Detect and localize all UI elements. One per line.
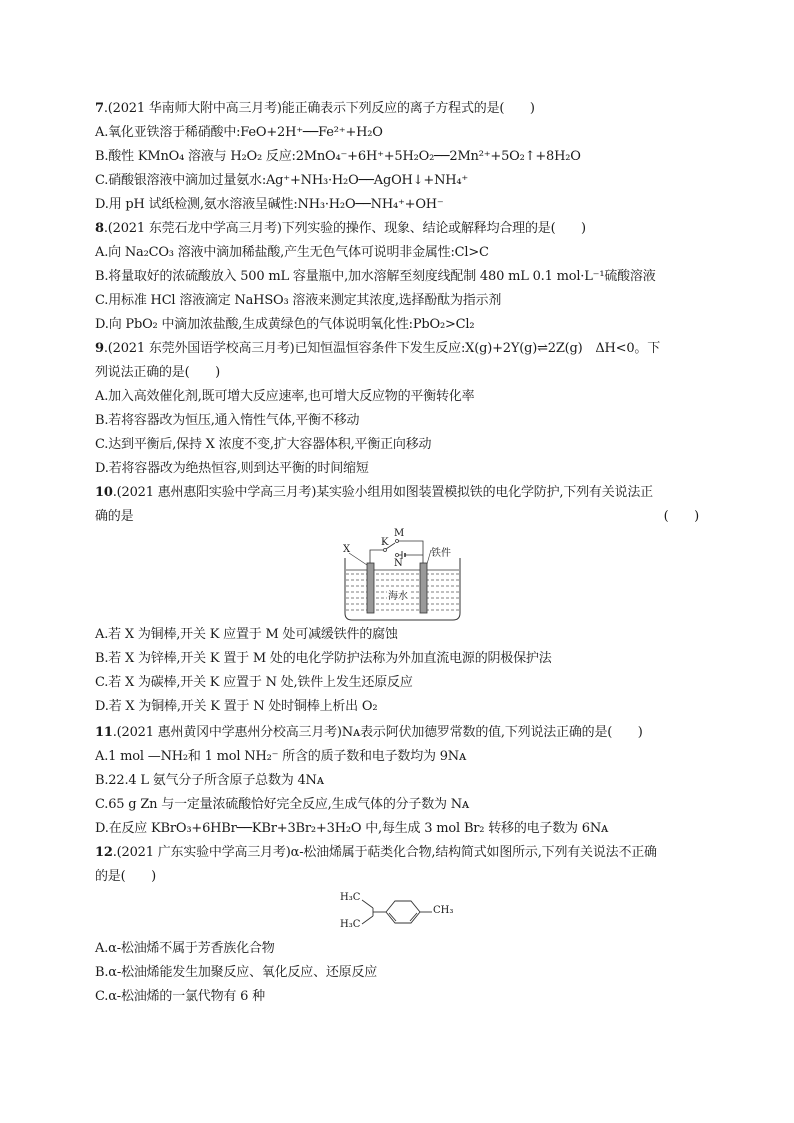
- question-9-stem-cont: [95, 365, 705, 381]
- option-label: B.: [95, 149, 109, 164]
- question-7-option-d: [95, 197, 705, 213]
- option-label: C.: [95, 675, 109, 690]
- option-text: α-松油烯能发生加聚反应、氧化反应、还原反应: [108, 965, 378, 980]
- question-8-option-c: [95, 293, 705, 309]
- option-text: 将量取好的浓硫酸放入 500 mL 容量瓶中,加水溶解至刻度线配制 480 mL 0.1 mol·L⁻¹硫酸溶液: [108, 269, 656, 284]
- question-source: .(2021 广东实验中学高三月考): [112, 845, 291, 860]
- question-9-option-c: [95, 437, 705, 453]
- question-10-stem-cont: [95, 509, 705, 525]
- question-8-option-b: [95, 269, 705, 285]
- option-label: D.: [95, 197, 109, 212]
- question-11-option-d: [95, 821, 705, 837]
- question-text: 下列实验的操作、现象、结论或解释均合理的是( ): [281, 221, 586, 236]
- option-label: C.: [95, 173, 109, 188]
- option-label: B.: [95, 651, 109, 666]
- electrochemistry-apparatus-figure: [335, 528, 470, 623]
- option-text: α-松油烯的一氯代物有 6 种: [108, 989, 265, 1004]
- question-9-option-b: [95, 413, 705, 429]
- question-text: 列说法正确的是( ): [95, 365, 220, 380]
- option-label: D.: [95, 317, 109, 332]
- answer-paren: ( ): [663, 509, 699, 524]
- question-10-option-d: [95, 699, 705, 715]
- question-9-stem: [95, 341, 705, 357]
- question-11-option-a: [95, 749, 705, 765]
- question-source: .(2021 华南师大附中高三月考): [103, 101, 282, 116]
- label-h3c-top: H₃C: [340, 892, 361, 903]
- option-text: 硝酸银溶液中滴加过量氨水:Ag⁺+NH₃·H₂O──AgOH↓+NH₄⁺: [108, 173, 469, 188]
- question-12-option-a: [95, 941, 705, 957]
- question-number: 9: [95, 341, 104, 356]
- option-label: C.: [95, 437, 109, 452]
- option-label: A.: [95, 125, 109, 140]
- option-label: D.: [95, 461, 109, 476]
- option-text: 65 g Zn 与一定量浓硫酸恰好完全反应,生成气体的分子数为 Nᴀ: [108, 797, 470, 812]
- question-text: 已知恒温恒容条件下发生反应:X(g)+2Y(g)⇌2Z(g) ΔH<0。下: [294, 341, 661, 356]
- option-text: 酸性 KMnO₄ 溶液与 H₂O₂ 反应:2MnO₄⁻+6H⁺+5H₂O₂──2Mn²⁺+5O₂↑+8H₂O: [108, 149, 581, 164]
- question-text: 确的是: [95, 509, 134, 524]
- option-label: C.: [95, 293, 109, 308]
- option-text: 达到平衡后,保持 X 浓度不变,扩大容器体积,平衡正向移动: [108, 437, 432, 452]
- question-7-stem: [95, 101, 705, 117]
- question-9-option-a: [95, 389, 705, 405]
- question-text: Nᴀ表示阿伏加德罗常数的值,下列说法正确的是( ): [341, 725, 643, 740]
- alpha-terpinene-structure-figure: [340, 888, 470, 938]
- label-seawater: 海水: [387, 587, 409, 602]
- question-12-option-b: [95, 965, 705, 981]
- question-7-option-c: [95, 173, 705, 189]
- question-7-option-b: [95, 149, 705, 165]
- label-h3c-bottom: H₃C: [340, 919, 361, 930]
- option-text: 用 pH 试纸检测,氨水溶液呈碱性:NH₃·H₂O──NH₄⁺+OH⁻: [108, 197, 444, 212]
- question-12-stem-cont: [95, 869, 705, 885]
- question-text: 能正确表示下列反应的离子方程式的是( ): [281, 101, 535, 116]
- question-source: .(2021 惠州惠阳实验中学高三月考): [112, 485, 317, 500]
- option-label: A.: [95, 627, 109, 642]
- option-text: 向 Na₂CO₃ 溶液中滴加稀盐酸,产生无色气体可说明非金属性:Cl>C: [108, 245, 489, 260]
- question-number: 8: [95, 221, 104, 236]
- question-number: 7: [95, 101, 104, 116]
- question-number: 11: [95, 725, 113, 740]
- option-label: A.: [95, 941, 109, 956]
- question-10-stem: [95, 485, 705, 501]
- label-n: N: [394, 558, 403, 569]
- option-text: 若 X 为铜棒,开关 K 应置于 M 处可减缓铁件的腐蚀: [108, 627, 398, 642]
- question-number: 12: [95, 845, 113, 860]
- question-10-option-b: [95, 651, 705, 667]
- option-text: 加入高效催化剂,既可增大反应速率,也可增大反应物的平衡转化率: [108, 389, 475, 404]
- question-11-stem: [95, 725, 705, 741]
- label-ch3: CH₃: [433, 905, 454, 916]
- option-text: 氧化亚铁溶于稀硝酸中:FeO+2H⁺──Fe²⁺+H₂O: [108, 125, 383, 140]
- option-text: 22.4 L 氨气分子所含原子总数为 4Nᴀ: [108, 773, 324, 788]
- option-text: 若将容器改为恒压,通入惰性气体,平衡不移动: [108, 413, 360, 428]
- label-k: K: [381, 537, 389, 548]
- question-number: 10: [95, 485, 113, 500]
- option-label: A.: [95, 749, 109, 764]
- option-text: α-松油烯不属于芳香族化合物: [108, 941, 275, 956]
- question-source: .(2021 东莞外国语学校高三月考): [103, 341, 295, 356]
- option-text: 若 X 为碳棒,开关 K 应置于 N 处,铁件上发生还原反应: [108, 675, 413, 690]
- option-text: 若 X 为锌棒,开关 K 置于 M 处的电化学防护法称为外加直流电源的阴极保护法: [108, 651, 552, 666]
- option-label: B.: [95, 773, 109, 788]
- label-m: M: [394, 528, 405, 539]
- question-11-option-b: [95, 773, 705, 789]
- question-12-option-c: [95, 989, 705, 1005]
- option-label: D.: [95, 821, 109, 836]
- label-iron-part: 铁件: [431, 548, 451, 559]
- question-7-option-a: [95, 125, 705, 141]
- option-text: 若 X 为铜棒,开关 K 置于 N 处时铜棒上析出 O₂: [108, 699, 378, 714]
- option-text: 若将容器改为绝热恒容,则到达平衡的时间缩短: [108, 461, 369, 476]
- question-source: .(2021 惠州黄冈中学惠州分校高三月考): [112, 725, 342, 740]
- option-label: D.: [95, 699, 109, 714]
- question-text: 的是( ): [95, 869, 156, 884]
- option-label: B.: [95, 413, 109, 428]
- option-label: A.: [95, 389, 109, 404]
- question-source: .(2021 东莞石龙中学高三月考): [103, 221, 282, 236]
- label-x: X: [343, 544, 351, 555]
- option-text: 在反应 KBrO₃+6HBr──KBr+3Br₂+3H₂O 中,每生成 3 mol Br₂ 转移的电子数为 6Nᴀ: [108, 821, 609, 836]
- option-text: 1 mol —NH₂和 1 mol NH₂⁻ 所含的质子数和电子数均为 9Nᴀ: [108, 749, 467, 764]
- question-10-option-c: [95, 675, 705, 691]
- question-8-option-a: [95, 245, 705, 261]
- option-text: 用标准 HCl 溶液滴定 NaHSO₃ 溶液来测定其浓度,选择酚酞为指示剂: [108, 293, 502, 308]
- option-label: B.: [95, 965, 109, 980]
- question-8-option-d: [95, 317, 705, 333]
- question-9-option-d: [95, 461, 705, 477]
- option-text: 向 PbO₂ 中滴加浓盐酸,生成黄绿色的气体说明氧化性:PbO₂>Cl₂: [108, 317, 475, 332]
- question-10-option-a: [95, 627, 705, 643]
- option-label: B.: [95, 269, 109, 284]
- apparatus-diagram-icon: [335, 528, 470, 623]
- option-label: C.: [95, 797, 109, 812]
- question-text: 某实验小组用如图装置模拟铁的电化学防护,下列有关说法正: [316, 485, 653, 500]
- question-text: α-松油烯属于萜类化合物,结构简式如图所示,下列有关说法不正确: [290, 845, 657, 860]
- question-12-stem: [95, 845, 705, 861]
- question-8-stem: [95, 221, 705, 237]
- option-label: C.: [95, 989, 109, 1004]
- question-11-option-c: [95, 797, 705, 813]
- option-label: A.: [95, 245, 109, 260]
